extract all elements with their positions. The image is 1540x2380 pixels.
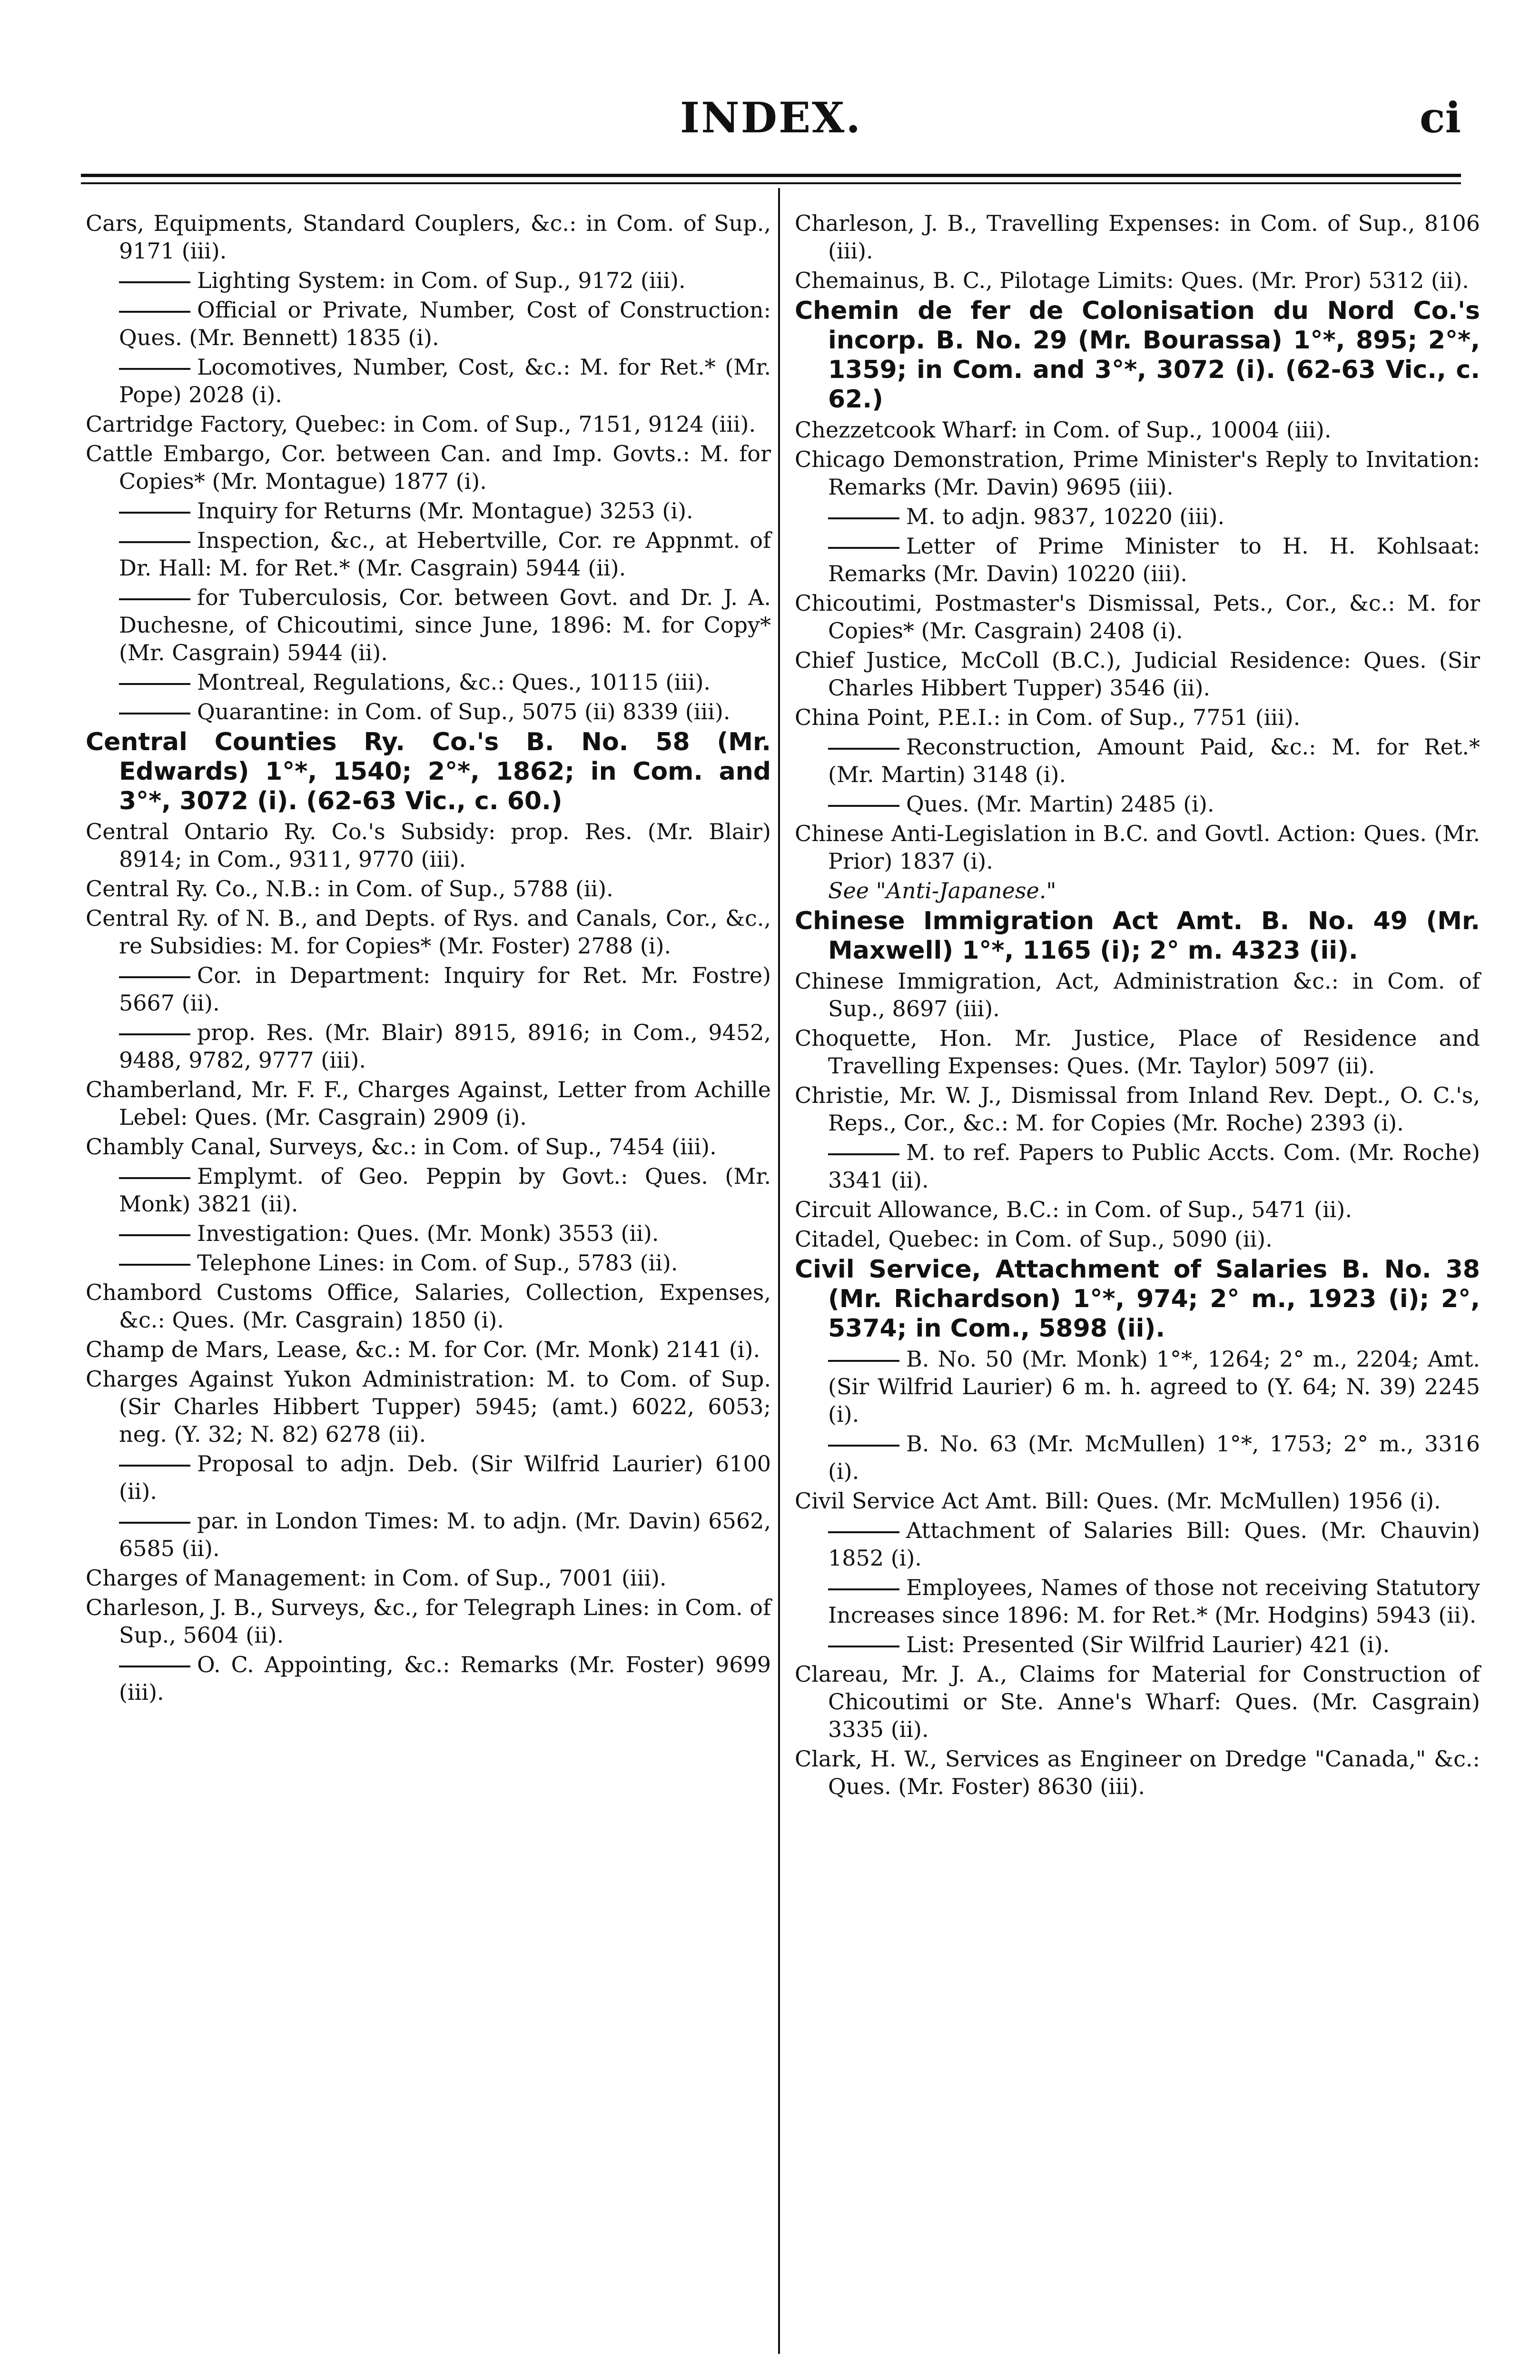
index-entry [86,1336,771,1363]
index-entry [795,790,1480,818]
index-entry [795,1487,1480,1515]
ditto-dash [119,1465,190,1467]
index-entry-text: Ques. (Mr. Martin) 2485 (i). [906,791,1214,817]
page-header [81,93,1461,164]
index-entry-text: Cor. in Department: Inquiry for Ret. Mr. Fostre) 5667 (ii). [119,962,771,1016]
index-entry [795,296,1480,414]
index-entry-text: Chambly Canal, Surveys, &c.: in Com. of Sup., 7454 (iii). [86,1134,717,1160]
index-entry-text: Civil Service, Attachment of Salaries B. No. 38 (Mr. Richardson) 1°*, 974; 2° m., 1923 (i); 2°, 5374; in Com., 5898 (ii). [795,1255,1480,1343]
index-entry [86,440,771,495]
index-entry [795,1255,1480,1343]
index-entry-text: Emplymt. of Geo. Peppin by Govt.: Ques. (Mr. Monk) 3821 (ii). [119,1163,771,1217]
index-entry-text: Central Counties Ry. Co.'s B. No. 58 (Mr. Edwards) 1°*, 1540; 2°*, 1862; in Com. and 3°*, 3072 (i). (62-63 Vic., c. 60.) [86,728,771,815]
index-entry [795,877,1480,904]
ditto-dash [828,517,899,519]
index-entry [795,503,1480,530]
index-entry [86,1133,771,1160]
index-entry-text: B. No. 50 (Mr. Monk) 1°*, 1264; 2° m., 2204; Amt. (Sir Wilfrid Laurier) 6 m. h. agreed to (Y. 64; N. 39) 2245 (i). [828,1346,1480,1427]
index-entry [795,1024,1480,1080]
index-entry-text: Chinese Immigration, Act, Administration &c.: in Com. of Sup., 8697 (iii). [795,968,1480,1021]
index-entry-text: Chezzetcook Wharf: in Com. of Sup., 10004 (iii). [795,417,1332,443]
index-entry-text: Chinese Immigration Act Amt. B. No. 49 (Mr. Maxwell) 1°*, 1165 (i); 2° m. 4323 (ii). [795,907,1480,965]
index-entry [795,1574,1480,1629]
index-entry [86,1162,771,1218]
index-entry-text: Chemin de fer de Colonisation du Nord Co.'s incorp. B. No. 29 (Mr. Bourassa) 1°*, 895; 2°*, 1359; in Com. and 3°*, 3072 (i). (62-63 Vic., c. 62.) [795,297,1480,414]
index-entry-text: prop. Res. (Mr. Blair) 8915, 8916; in Com., 9452, 9488, 9782, 9777 (iii). [119,1020,771,1073]
index-entry-text: Lighting System: in Com. of Sup., 9172 (iii). [197,268,686,293]
index-entry-text: for Tuberculosis, Cor. between Govt. and Dr. J. A. Duchesne, of Chicoutimi, since June, 1896: M. for Copy* (Mr. Casgrain) 5944 (ii). [119,585,771,665]
index-entry [86,267,771,294]
index-entry-text: par. in London Times: M. to adjn. (Mr. Davin) 6562, 6585 (ii). [119,1508,771,1561]
index-entry-text: Central Ry. Co., N.B.: in Com. of Sup., 5788 (ii). [86,876,613,902]
index-entry [795,1631,1480,1658]
index-entry [795,1430,1480,1485]
ditto-dash [119,976,190,978]
index-entry-text: Cars, Equipments, Standard Couplers, &c.: in Com. of Sup., 9171 (iii). [86,210,771,264]
index-entry [795,1081,1480,1137]
right-column [795,209,1480,1802]
index-entry-text: Chamberland, Mr. F. F., Charges Against, Letter from Achille Lebel: Ques. (Mr. Casgrain) 2909 (i). [86,1077,771,1130]
index-entry [795,704,1480,731]
index-entry-text: Employees, Names of those not receiving Statutory Increases since 1896: M. for Ret.* (Mr. Hodgins) 5943 (ii). [828,1575,1480,1628]
index-entry-text: Chicago Demonstration, Prime Minister's Reply to Invitation: Remarks (Mr. Davin) 9695 (iii). [795,446,1480,500]
index-entry [86,584,771,666]
index-entry-text: List: Presented (Sir Wilfrid Laurier) 421 (i). [906,1632,1390,1657]
index-entry-text: Cartridge Factory, Quebec: in Com. of Sup., 7151, 9124 (iii). [86,411,756,437]
index-entry-text: Clark, H. W., Services as Engineer on Dredge "Canada," &c.: Ques. (Mr. Foster) 8630 (iii). [795,1746,1480,1799]
index-entry-text: Montreal, Regulations, &c.: Ques., 10115 (iii). [197,669,711,695]
index-entry-text: Chinese Anti-Legislation in B.C. and Govtl. Action: Ques. (Mr. Prior) 1837 (i). [795,821,1480,874]
index-entry-text: Telephone Lines: in Com. of Sup., 5783 (ii). [197,1250,678,1276]
index-entry [795,1345,1480,1428]
index-entry-text: Chambord Customs Office, Salaries, Collection, Expenses, &c.: Ques. (Mr. Casgrain) 1850 (i). [86,1279,771,1333]
index-entry-text: Central Ontario Ry. Co.'s Subsidy: prop. Res. (Mr. Blair) 8914; in Com., 9311, 9770 (iii). [86,819,771,872]
header-rule-thin [81,182,1461,184]
index-entry [795,267,1480,294]
index-entry-text: Cattle Embargo, Cor. between Can. and Imp. Govts.: M. for Copies* (Mr. Montague) 1877 (i). [86,441,771,494]
ditto-dash [119,1264,190,1266]
column-divider [778,188,780,2354]
index-entry [86,875,771,902]
index-entry-text: Official or Private, Number, Cost of Construction: Ques. (Mr. Bennett) 1835 (i). [119,297,771,350]
index-entry [86,1019,771,1074]
index-entry-text: Champ de Mars, Lease, &c.: M. for Cor. (Mr. Monk) 2141 (i). [86,1337,760,1362]
ditto-dash [119,512,190,514]
ditto-dash [119,1177,190,1179]
index-entry-text: Inspection, &c., at Hebertville, Cor. re Appnmt. of Dr. Hall: M. for Ret.* (Mr. Casgrain) 5944 (ii). [119,527,771,581]
index-entry [795,906,1480,965]
index-entry-text: Civil Service Act Amt. Bill: Ques. (Mr. McMullen) 1956 (i). [795,1488,1441,1514]
index-entry [795,733,1480,788]
index-entry [86,818,771,873]
index-entry [86,727,771,816]
ditto-dash [119,1234,190,1236]
index-entry-text: Chicoutimi, Postmaster's Dismissal, Pets., Cor., &c.: M. for Copies* (Mr. Casgrain) 2408 (i). [795,590,1480,644]
index-entry [86,904,771,960]
index-entry [795,589,1480,645]
index-entry-text: Charges Against Yukon Administration: M. to Com. of Sup. (Sir Charles Hibbert Tupper) 5945; (amt.) 6022, 6053; neg. (Y. 32; N. 82) 6278 (ii). [86,1366,771,1447]
page-title: INDEX. [680,93,862,142]
index-entry-text: Chief Justice, McColl (B.C.), Judicial Residence: Ques. (Sir Charles Hibbert Tupper) 3546 (ii). [795,647,1480,701]
index-entry-text: See "Anti-Japanese." [828,878,1056,903]
header-rule-thick [81,174,1461,177]
ditto-dash [828,1445,899,1447]
ditto-dash [119,1522,190,1524]
index-entry [86,296,771,351]
index-entry-text: Proposal to adjn. Deb. (Sir Wilfrid Laurier) 6100 (ii). [119,1451,771,1504]
index-entry-text: B. No. 63 (Mr. McMullen) 1°*, 1753; 2° m., 3316 (i). [828,1431,1480,1484]
index-entry [86,1507,771,1562]
index-entry-text: Circuit Allowance, B.C.: in Com. of Sup., 5471 (ii). [795,1197,1352,1222]
index-entry-text: Clareau, Mr. J. A., Claims for Material for Construction of Chicoutimi or Ste. Anne's Wharf: Ques. (Mr. Casgrain) 3335 (ii). [795,1661,1480,1742]
index-entry [86,1594,771,1649]
index-entry [86,497,771,525]
index-entry-text: Locomotives, Number, Cost, &c.: M. for Ret.* (Mr. Pope) 2028 (i). [119,354,771,407]
index-entry [86,526,771,582]
index-entry [795,1225,1480,1253]
ditto-dash [828,1153,899,1155]
index-entry [86,1076,771,1131]
index-entry [86,1279,771,1334]
index-entry [795,1517,1480,1572]
ditto-dash [828,1531,899,1533]
index-entry [86,1651,771,1706]
index-entry [86,962,771,1017]
index-entry-text: Charleson, J. B., Surveys, &c., for Telegraph Lines: in Com. of Sup., 5604 (ii). [86,1595,771,1648]
ditto-dash [828,547,899,549]
index-entry-text: Choquette, Hon. Mr. Justice, Place of Residence and Travelling Expenses: Ques. (Mr. Taylor) 5097 (ii). [795,1025,1480,1079]
index-entry-text: M. to ref. Papers to Public Accts. Com. (Mr. Roche) 3341 (ii). [828,1140,1480,1193]
index-entry [86,1249,771,1277]
index-entry-text: Investigation: Ques. (Mr. Monk) 3553 (ii). [197,1220,659,1246]
index-entry-text: Charleson, J. B., Travelling Expenses: in Com. of Sup., 8106 (iii). [795,210,1480,264]
index-entry-text: Letter of Prime Minister to H. H. Kohlsaat: Remarks (Mr. Davin) 10220 (iii). [828,533,1480,586]
index-entry [86,1564,771,1592]
ditto-dash [828,1646,899,1647]
index-entry-text: Inquiry for Returns (Mr. Montague) 3253 (i). [197,498,693,524]
index-entry [795,416,1480,444]
index-entry-text: Attachment of Salaries Bill: Ques. (Mr. Chauvin) 1852 (i). [828,1517,1480,1571]
index-entry [86,1220,771,1247]
index-entry [795,209,1480,265]
ditto-dash [119,311,190,313]
index-entry-text: China Point, P.E.I.: in Com. of Sup., 7751 (iii). [795,704,1301,730]
ditto-dash [119,713,190,714]
ditto-dash [828,805,899,807]
index-entry [795,1660,1480,1743]
index-entry [86,1365,771,1448]
index-entry-text: Christie, Mr. W. J., Dismissal from Inland Rev. Dept., O. C.'s, Reps., Cor., &c.: M. for Copies (Mr. Roche) 2393 (i). [795,1082,1480,1136]
index-entry-text: Quarantine: in Com. of Sup., 5075 (ii) 8339 (iii). [197,699,731,724]
left-column [86,209,771,1708]
ditto-dash [119,598,190,600]
ditto-dash [119,368,190,370]
index-entry-text: Central Ry. of N. B., and Depts. of Rys. and Canals, Cor., &c., re Subsidies: M. for Copies* (Mr. Foster) 2788 (i). [86,905,771,959]
ditto-dash [119,1033,190,1035]
index-entry [86,668,771,696]
index-entry [795,1196,1480,1223]
index-entry-text: O. C. Appointing, &c.: Remarks (Mr. Foster) 9699 (iii). [119,1652,771,1705]
index-entry [795,820,1480,875]
index-entry-text: Chemainus, B. C., Pilotage Limits: Ques. (Mr. Pror) 5312 (ii). [795,268,1469,293]
index-entry [795,967,1480,1022]
index-entry-text: M. to adjn. 9837, 10220 (iii). [906,504,1225,529]
page-number: ci [1419,93,1461,142]
index-entry [795,646,1480,702]
ditto-dash [119,683,190,685]
index-entry [86,410,771,438]
index-entry-text: Citadel, Quebec: in Com. of Sup., 5090 (ii). [795,1226,1273,1252]
index-entry [86,353,771,408]
ditto-dash [119,1666,190,1667]
ditto-dash [119,281,190,283]
index-entry [795,446,1480,501]
index-entry-text: Reconstruction, Amount Paid, &c.: M. for Ret.* (Mr. Martin) 3148 (i). [828,734,1480,787]
ditto-dash [828,1360,899,1362]
ditto-dash [828,748,899,750]
index-entry [795,1139,1480,1194]
index-entry [795,532,1480,587]
index-entry [86,698,771,725]
index-entry [795,1745,1480,1800]
index-entry-text: Charges of Management: in Com. of Sup., 7001 (iii). [86,1565,667,1591]
ditto-dash [119,541,190,543]
index-entry [86,209,771,265]
index-entry [86,1450,771,1505]
ditto-dash [828,1588,899,1590]
